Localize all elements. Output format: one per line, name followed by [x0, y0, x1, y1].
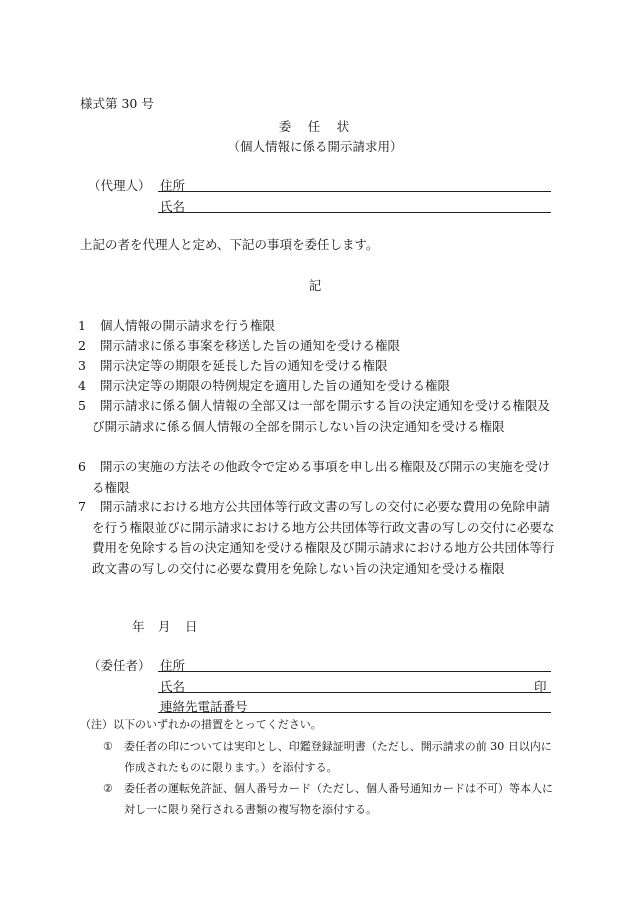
notes-intro: 以下のいずれかの措置をとってください。: [113, 718, 322, 731]
item-number: 7: [78, 499, 86, 514]
principal-phone-line[interactable]: [158, 712, 551, 713]
agent-address-label: 住所: [160, 178, 186, 193]
list-item: [78, 457, 558, 498]
item-text: 開示の実施の方法その他政令で定める事項を申し出る権限及び開示の実施を受ける権限: [92, 459, 551, 495]
item-number: 1: [78, 318, 86, 333]
principal-name-label: 氏名: [160, 679, 186, 694]
document-title: 委 任 状: [278, 119, 352, 134]
list-item: [78, 356, 558, 377]
note-text-2: [124, 778, 554, 820]
principal-address-line[interactable]: [158, 671, 551, 672]
item-number: 3: [78, 358, 86, 373]
principal-name-line[interactable]: [158, 692, 551, 693]
item-text: 開示決定等の期限の特例規定を適用した旨の通知を受ける権限: [100, 378, 451, 393]
list-item: [78, 336, 558, 357]
agent-role-label: （代理人）: [88, 178, 151, 193]
item-number: 6: [78, 459, 86, 474]
principal-phone-label: 連絡先電話番号: [160, 699, 248, 714]
note-text-1-body: 委任者の印については実印とし、印鑑登録証明書（ただし、開示請求の前 30 日以内に作成されたものに限ります。）を添付する。: [124, 740, 552, 774]
note-text-2-body: 委任者の運転免許証、個人番号カード（ただし、個人番号通知カードは不可）等本人に対し一に限り発行される書類の複写物を添付する。: [124, 782, 553, 816]
date-day-label: 日: [185, 619, 198, 634]
list-item: [78, 376, 558, 397]
list-item: [78, 497, 558, 579]
ki-heading: 記: [308, 278, 322, 293]
agent-name-label: 氏名: [160, 199, 186, 214]
agent-address-line[interactable]: [158, 191, 551, 192]
delegation-statement: 上記の者を代理人と定め、下記の事項を委任します。: [80, 237, 379, 252]
item-text: 開示決定等の期限を延長した旨の通知を受ける権限: [100, 358, 388, 373]
item-text: 個人情報の開示請求を行う権限: [100, 318, 276, 333]
list-item: [78, 396, 558, 437]
note-mark-2: ②: [103, 782, 113, 795]
principal-address-label: 住所: [160, 658, 186, 673]
item-number: 2: [78, 338, 86, 353]
item-text: 開示請求における地方公共団体等行政文書の写しの交付に必要な費用の免除申請を行う権限並びに開示請求における地方公共団体等行政文書の写しの交付に必要な費用を免除する旨の決定通知を受ける権限及び開示請求における地方公共団体等行政文書の写しの交付に必要な費用を免除しない旨の決定通知を受ける権限: [92, 499, 555, 576]
seal-mark: 印: [534, 679, 547, 694]
item-text: 開示請求に係る個人情報の全部又は一部を開示する旨の決定通知を受ける権限及び開示請求に係る個人情報の全部を開示しない旨の決定通知を受ける権限: [92, 398, 551, 434]
list-item: [78, 316, 558, 337]
item-text: 開示請求に係る事案を移送した旨の通知を受ける権限: [100, 338, 401, 353]
form-number: 様式第 30 号: [80, 96, 154, 111]
date-year-label: 年: [132, 619, 145, 634]
note-text-1: [124, 736, 554, 778]
note-mark-1: ①: [103, 740, 113, 753]
agent-name-line[interactable]: [158, 212, 551, 213]
date-month-label: 月: [158, 619, 171, 634]
item-number: 5: [78, 398, 86, 413]
notes-label: （注）: [80, 718, 113, 731]
item-number: 4: [78, 378, 86, 393]
document-subtitle: （個人情報に係る開示請求用）: [227, 139, 403, 154]
principal-role-label: （委任者）: [88, 658, 151, 673]
